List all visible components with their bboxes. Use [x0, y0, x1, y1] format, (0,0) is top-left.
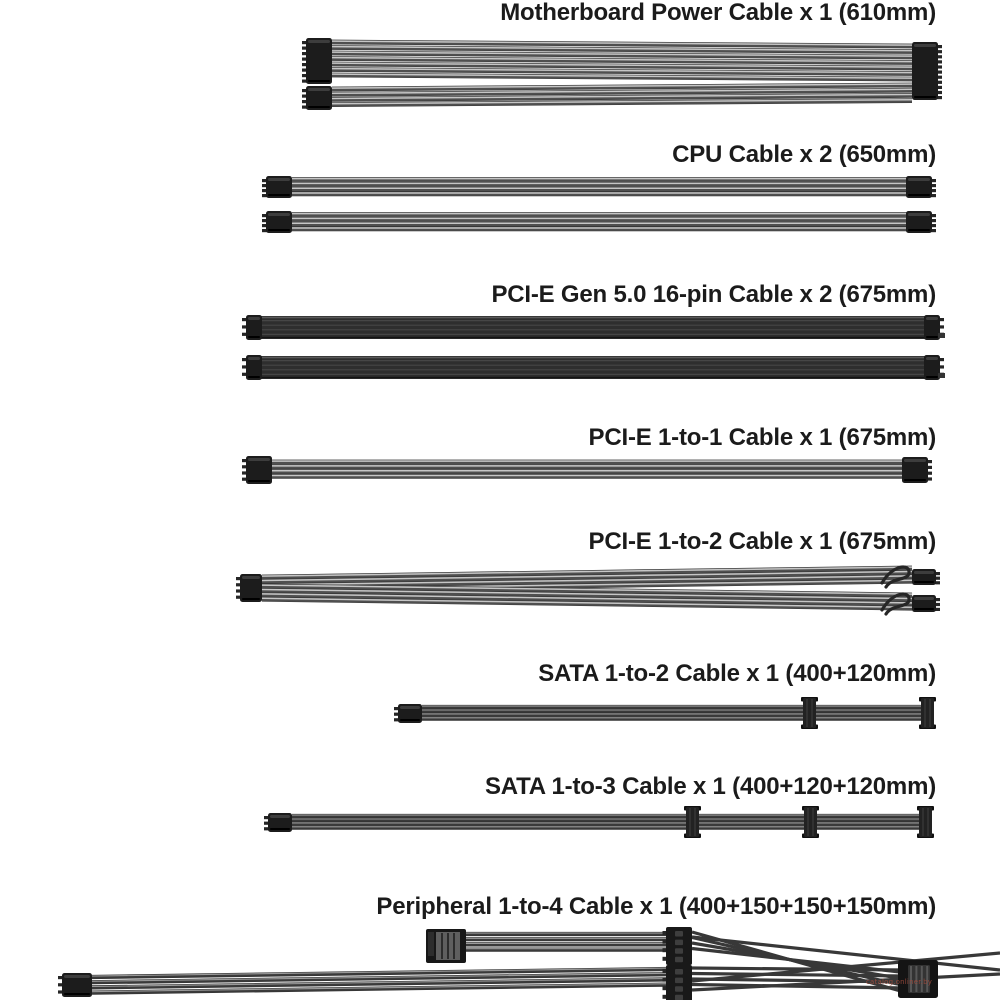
pcie-1to1-cable-image — [242, 456, 932, 484]
pcie-gen5-cable-image — [242, 315, 945, 380]
motherboard-power-cable-image — [302, 38, 942, 110]
cpu-cable-image — [262, 176, 936, 233]
cable-label-motherboard-power: Motherboard Power Cable x 1 (610mm) — [500, 0, 936, 26]
pcie-1to2-cable-image — [236, 567, 940, 614]
cable-label-peripheral-1to4: Peripheral 1-to-4 Cable x 1 (400+150+150+150mm) — [376, 893, 936, 920]
cable-label-pcie-gen5: PCI-E Gen 5.0 16-pin Cable x 2 (675mm) — [491, 281, 936, 308]
peripheral-1to4-cable-image — [58, 927, 1000, 1000]
cable-label-pcie-1to1: PCI-E 1-to-1 Cable x 1 (675mm) — [588, 424, 936, 451]
cable-label-sata-1to2: SATA 1-to-2 Cable x 1 (400+120mm) — [538, 660, 936, 687]
cable-label-cpu: CPU Cable x 2 (650mm) — [672, 141, 936, 168]
watermark: catalog.onliner.by — [866, 978, 933, 986]
sata-1to3-cable-image — [264, 806, 934, 838]
sata-1to2-cable-image — [394, 697, 936, 729]
cable-label-sata-1to3: SATA 1-to-3 Cable x 1 (400+120+120mm) — [484, 773, 936, 800]
cable-label-pcie-1to2: PCI-E 1-to-2 Cable x 1 (675mm) — [588, 528, 936, 555]
